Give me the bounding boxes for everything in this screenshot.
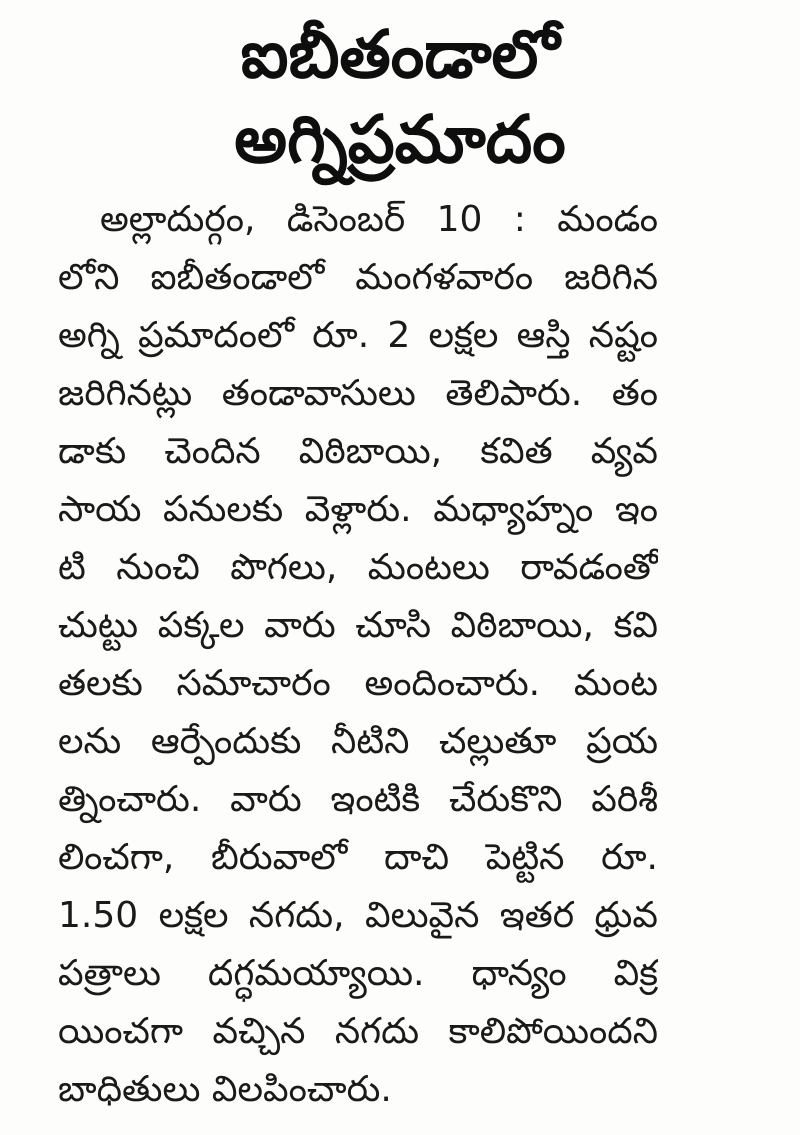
article-line-last: బాధితులు విలపించారు. [58, 1069, 392, 1110]
article-line: అల్లాదుర్గం, డిసెంబర్ 10 : మండం [100, 199, 658, 240]
article-line: చుట్టు పక్కల వారు చూసి విఠిబాయి, కవి [58, 605, 658, 646]
article-line: యించగా వచ్చిన నగదు కాలిపోయిందని [58, 1011, 658, 1052]
article-line: తలకు సమాచారం అందించారు. మంట [58, 663, 658, 704]
article-line: జరిగినట్లు తండావాసులు తెలిపారు. తం [58, 373, 658, 414]
article-line: టి నుంచి పొగలు, మంటలు రావడంతో [58, 547, 658, 588]
article-line: లించగా, బీరువాలో దాచి పెట్టిన రూ. [58, 837, 658, 878]
article-line: లోని ఐబీతండాలో మంగళవారం జరిగిన [58, 257, 658, 298]
article-line: డాకు చెందిన విఠిబాయి, కవిత వ్యవ [58, 431, 658, 472]
article-line: సాయ పనులకు వెళ్లారు. మధ్యాహ్నం ఇం [58, 489, 658, 530]
headline-line-2: అగ్నిప్రమాదం [234, 101, 566, 178]
article-line: అగ్ని ప్రమాదంలో రూ. 2 లక్షల ఆస్తి నష్టం [58, 315, 658, 356]
article-line: లను ఆర్పేందుకు నీటిని చల్లుతూ ప్రయ [58, 721, 658, 762]
article-line: 1.50 లక్షల నగదు, విలువైన ఇతర ధ్రువ [58, 895, 658, 936]
article-line: పత్రాలు దగ్ధమయ్యాయి. ధాన్యం విక్ర [58, 953, 658, 994]
article-line: త్నించారు. వారు ఇంటికి చేరుకొని పరిశీ [58, 779, 658, 820]
headline-line-1: ఐబీతండాలో [240, 16, 560, 93]
